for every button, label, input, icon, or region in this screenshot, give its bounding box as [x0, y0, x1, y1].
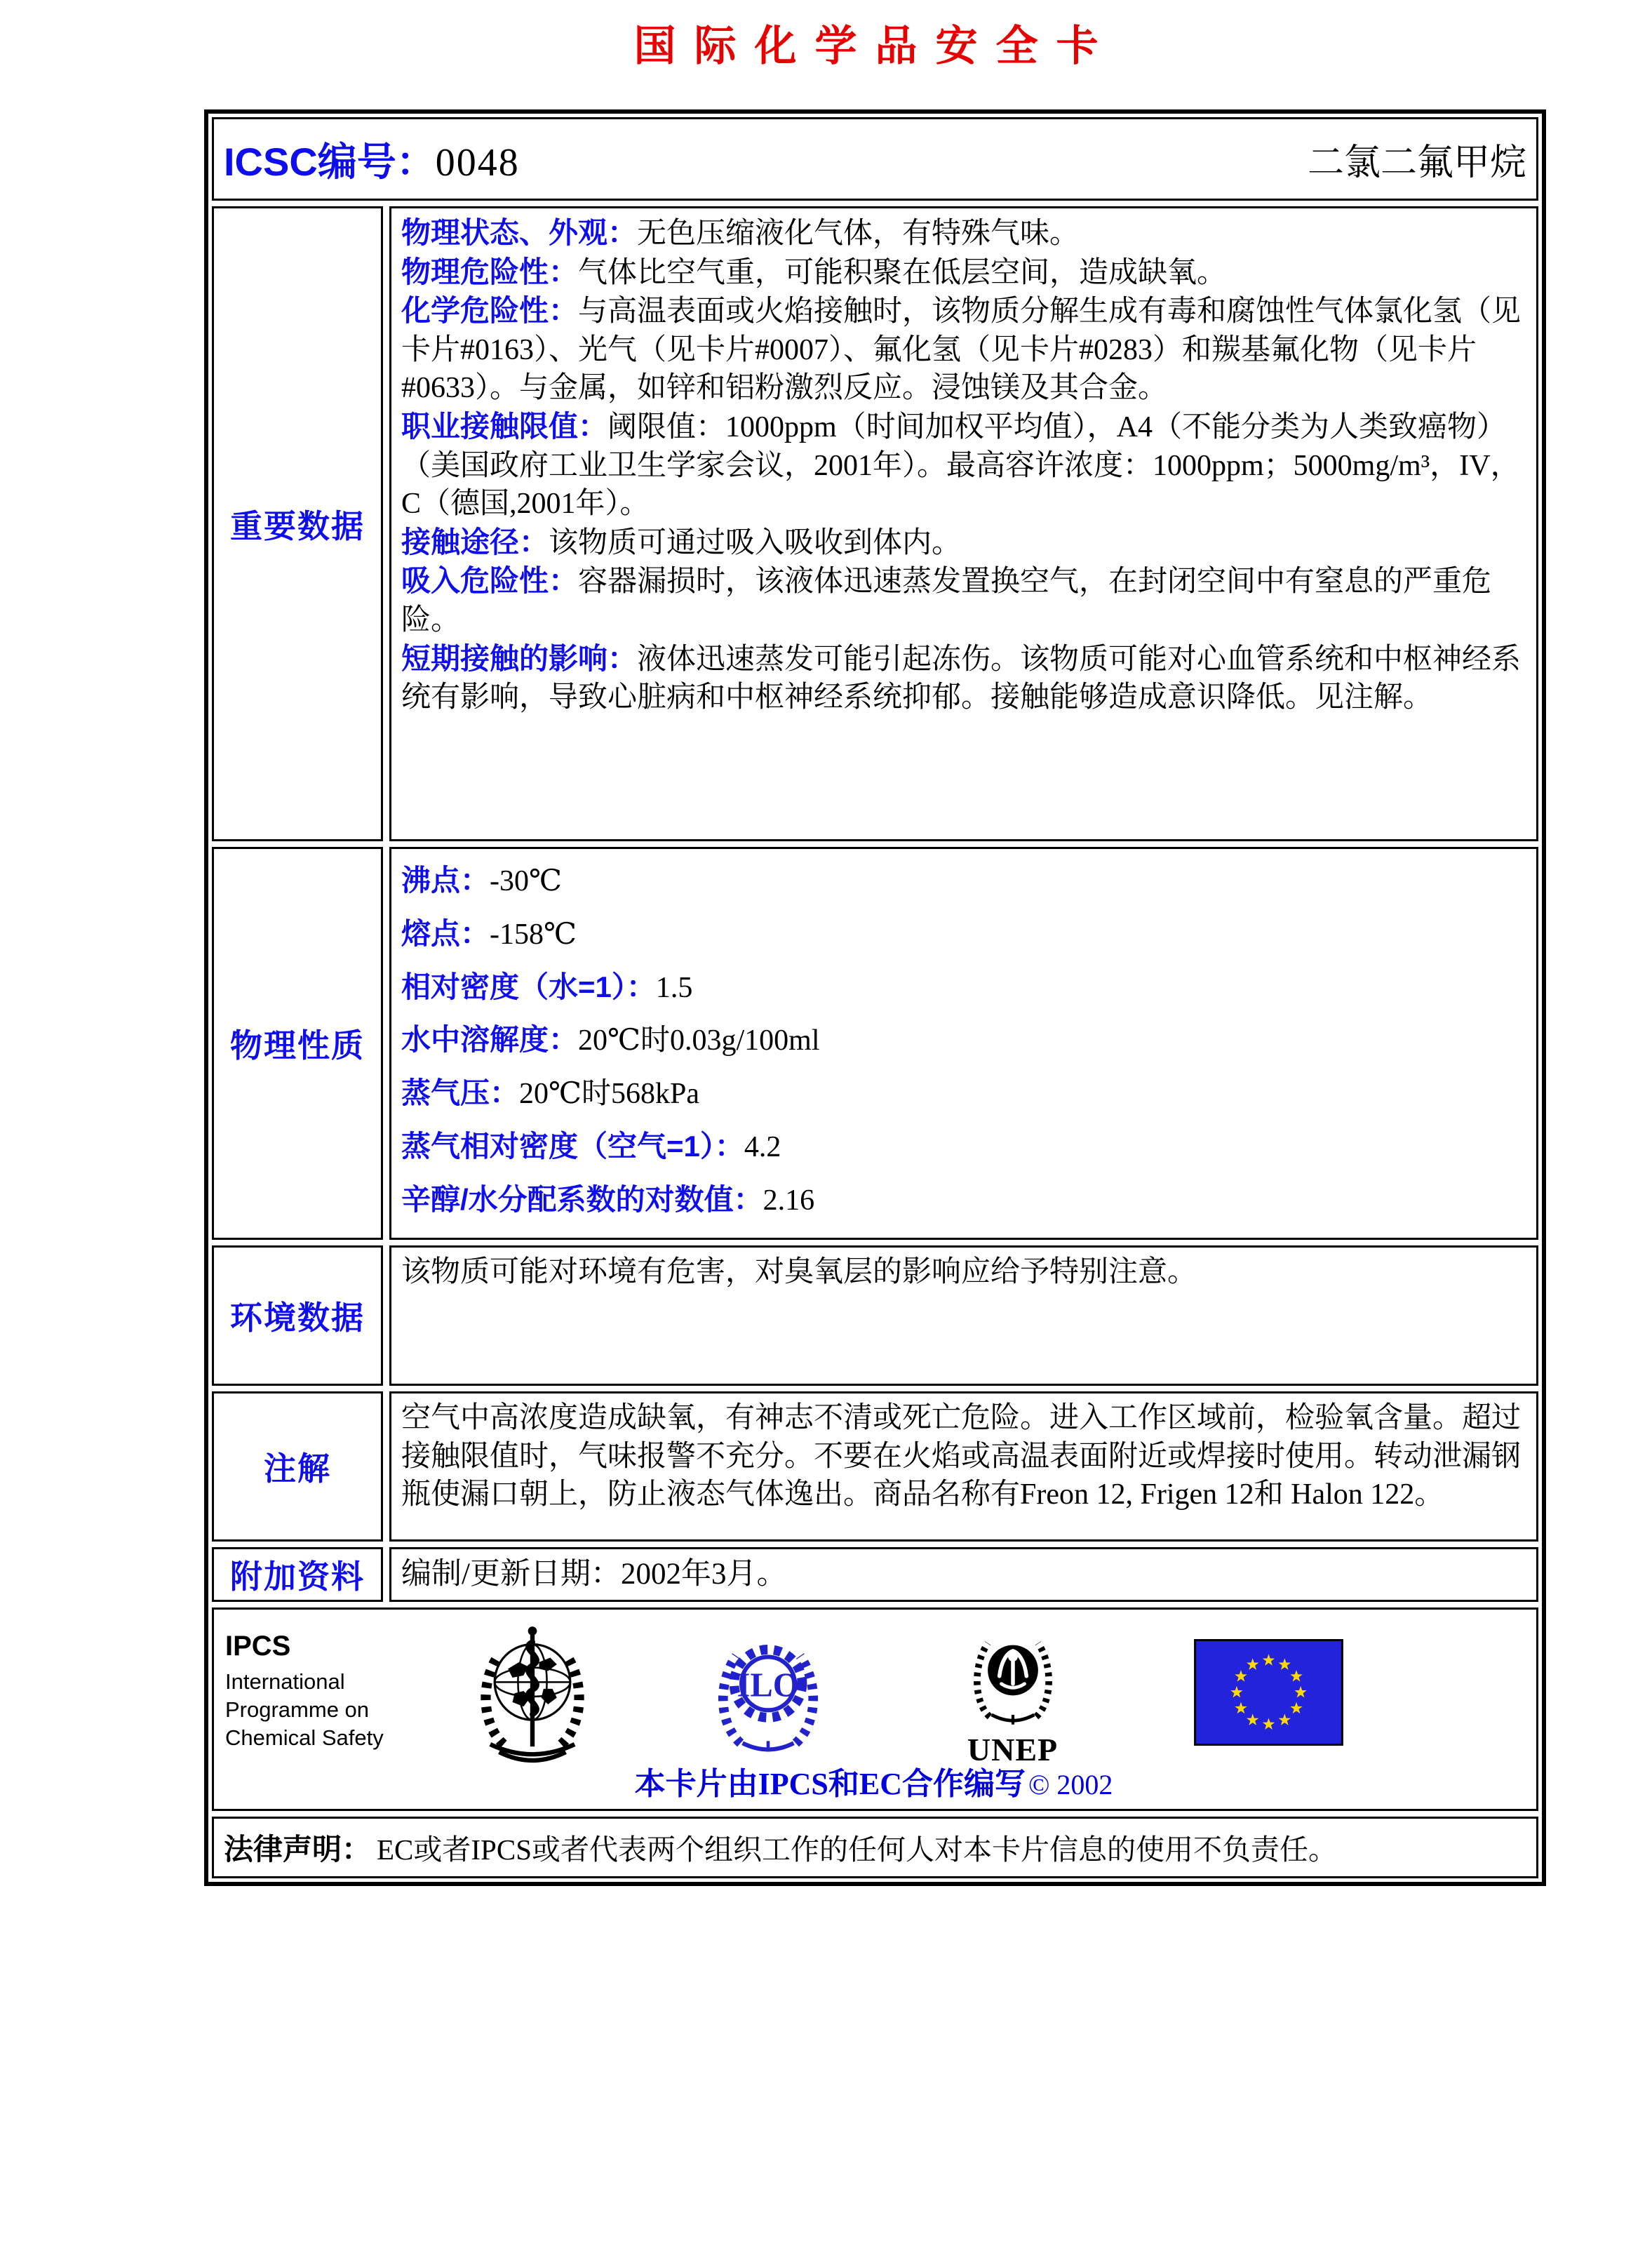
section-label-notes: 注解 — [212, 1391, 383, 1542]
important-item: 物理危险性：气体比空气重，可能积聚在低层空间，造成缺氧。 — [401, 255, 1227, 289]
important-item: 吸入危险性：容器漏损时，该液体迅速蒸发置换空气，在封闭空间中有窒息的严重危险。 — [401, 564, 1492, 636]
important-item: 物理状态、外观：无色压缩液化气体，有特殊气味。 — [401, 216, 1080, 250]
important-item: 化学危险性：与高温表面或火焰接触时，该物质分解生成有毒和腐蚀性气体氯化氢（见卡片#0163）、光气（见卡片#0007）、氟化氢（见卡片#0283）和羰基氟化物（见卡片#0633）。与金属，如锌和铝粉激烈反应。浸蚀镁及其合金。 — [401, 294, 1522, 405]
icsc-number — [224, 131, 520, 187]
ipcs-line: Chemical Safety — [225, 1725, 384, 1751]
section-additional-information — [212, 1547, 1538, 1602]
page-title: 国际化学品安全卡 — [633, 23, 1117, 69]
copyright-text: © 2002 — [1028, 1768, 1113, 1800]
section-notes — [212, 1391, 1538, 1542]
header-row — [212, 117, 1538, 201]
important-item: 短期接触的影响：液体迅速蒸发可能引起冻伤。该物质可能对心血管系统和中枢神经系统有影响，导致心脏病和中枢神经系统抑郁。接触能够造成意识降低。见注解。 — [401, 641, 1522, 714]
physical-property: 蒸气相对密度（空气=1）：4.2 — [401, 1129, 781, 1163]
who-logo-icon — [466, 1618, 599, 1764]
unep-logo-text: UNEP — [967, 1731, 1059, 1767]
ilo-logo-icon — [704, 1618, 832, 1762]
legal-notice-label: 法律声明： — [224, 1832, 372, 1866]
physical-property: 相对密度（水=1）：1.5 — [401, 970, 693, 1004]
physical-property: 辛醇/水分配系数的对数值：2.16 — [401, 1182, 815, 1217]
section-label-additional: 附加资料 — [212, 1547, 383, 1602]
header-cell — [212, 117, 1538, 201]
section-label-physical: 物理性质 — [212, 847, 383, 1240]
section-content-environment: 该物质可能对环境有危害，对臭氧层的影响应给予特别注意。 — [389, 1245, 1538, 1386]
eu-flag-icon — [1193, 1639, 1344, 1746]
icsc-number-value: 0048 — [435, 140, 520, 185]
section-label-important: 重要数据 — [212, 206, 383, 841]
section-content-important — [389, 206, 1538, 841]
icsc-number-label: ICSC编号： — [224, 139, 436, 184]
ipcs-line: Programme on — [225, 1697, 370, 1723]
physical-property: 水中溶解度：20℃时0.03g/100ml — [401, 1023, 820, 1057]
legal-row — [212, 1817, 1538, 1878]
ipcs-acronym: IPCS — [225, 1630, 291, 1662]
chemical-name: 二氯二氟甲烷 — [1307, 143, 1526, 183]
legal-notice-text: EC或者IPCS或者代表两个组织工作的任何人对本卡片信息的使用不负责任。 — [377, 1833, 1338, 1866]
section-important-data — [212, 206, 1538, 841]
footer-logos-cell — [212, 1607, 1538, 1811]
section-label-environment: 环境数据 — [212, 1245, 383, 1386]
icsc-card — [204, 109, 1546, 1886]
legal-notice — [212, 1817, 1538, 1878]
section-physical-properties — [212, 847, 1538, 1240]
important-item: 接触途径：该物质可通过吸入吸收到体内。 — [401, 525, 962, 559]
unep-logo-icon — [954, 1618, 1072, 1730]
unep-logo-block — [937, 1618, 1088, 1768]
section-content-physical — [389, 847, 1538, 1240]
cooperation-caption-text: 本卡片由IPCS和EC合作编写 — [634, 1766, 1026, 1801]
logos-line — [225, 1618, 1522, 1768]
physical-property: 沸点：-30℃ — [401, 864, 562, 897]
section-content-notes: 空气中高浓度造成缺氧，有神志不清或死亡危险。进入工作区域前，检验氧含量。超过接触限值时，气味报警不充分。不要在火焰或高温表面附近或焊接时使用。转动泄漏钢瓶使漏口朝上，防止液态气体逸出。商品名称有Freon 12, Frigen 12和 Halon 122。 — [389, 1391, 1538, 1542]
ilo-logo-text: ILO — [737, 1666, 800, 1704]
important-item: 职业接触限值：阈限值：1000ppm（时间加权平均值），A4（不能分类为人类致癌物）（美国政府工业卫生学家会议，2001年）。最高容许浓度：1000ppm；5000mg/m³，IV，C（德国,2001年）。 — [401, 409, 1520, 521]
section-content-additional: 编制/更新日期：2002年3月。 — [389, 1547, 1538, 1602]
footer-logos-row — [212, 1607, 1538, 1811]
physical-property: 蒸气压：20℃时568kPa — [401, 1076, 699, 1110]
cooperation-caption — [225, 1758, 1522, 1803]
ipcs-line: International — [225, 1669, 345, 1694]
physical-property: 熔点：-158℃ — [401, 916, 577, 951]
section-environmental-data — [212, 1245, 1538, 1386]
ipcs-text-block — [225, 1631, 404, 1753]
